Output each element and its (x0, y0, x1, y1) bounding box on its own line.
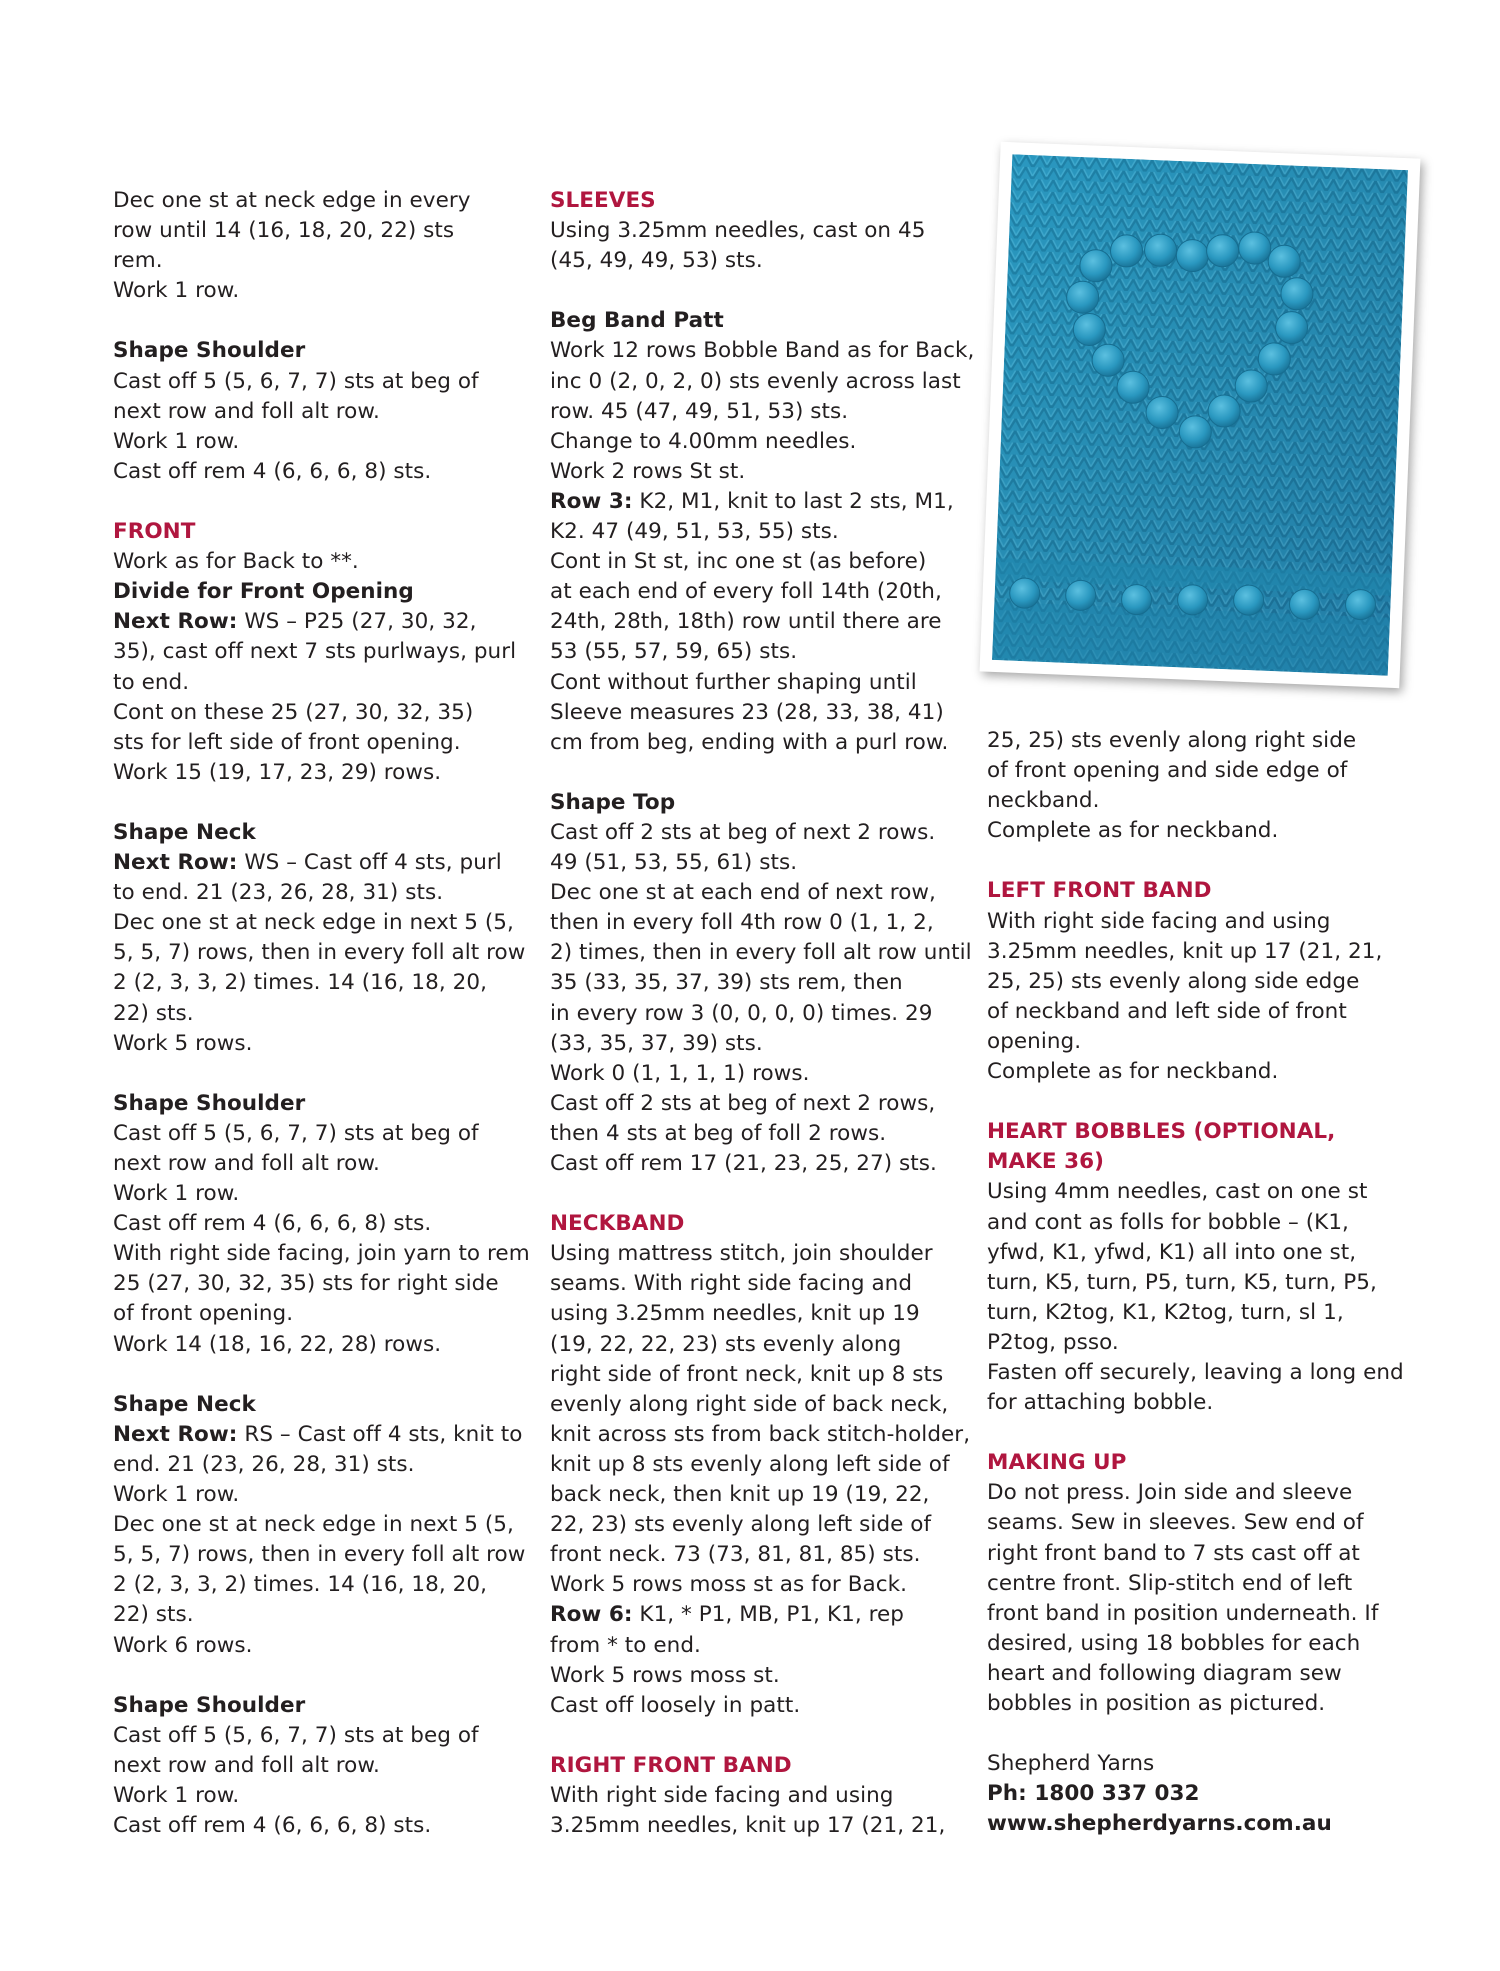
company-name: Shepherd Yarns (987, 1751, 1155, 1777)
shape-shoulder-block: Shape Shoulder Cast off 5 (5, 6, 7, 7) sts at beg of next row and foll alt row. Work 1 row. Cast off rem 4 (6, 6, 6, 8) sts. (113, 1691, 533, 1841)
column-left (113, 186, 533, 1841)
shape-neck-block: Shape Neck Next Row: RS – Cast off 4 sts, knit to end. 21 (23, 26, 28, 31) sts. Work 1 row. Dec one st at neck edge in next 5 (5, 5, 5, 7) rows, then in every foll alt row 2 (2, 3, 3, 2) times. 14 (16, 18, 20, 22) sts. Work 6 rows. (113, 1390, 533, 1661)
column-right (987, 726, 1404, 1839)
section-heading: MAKING UP (987, 1450, 1127, 1476)
shape-shoulder-block: Shape Shoulder Cast off 5 (5, 6, 7, 7) sts at beg of next row and foll alt row. Work 1 row. Cast off rem 4 (6, 6, 6, 8) sts. (113, 336, 533, 486)
section-heading-cont: MAKE 36) (987, 1149, 1105, 1175)
phone-number: Ph: 1800 337 032 (987, 1781, 1200, 1807)
subheading: Shape Neck (113, 1391, 256, 1417)
text-block: 25, 25) sts evenly along right side of front opening and side edge of neckband. Complete as for neckband. (987, 728, 1357, 844)
subheading: Shape Top (550, 789, 676, 815)
neckband-section: NECKBAND Using mattress stitch, join shoulder seams. With right side facing and using 3.25mm needles, knit up 19 (19, 22, 22, 23) sts evenly along right side of front neck, knit up 8 sts evenly along right side of back neck, knit across sts from back stitch-holder, knit up 8 sts evenly along left side of back neck, then knit up 19 (19, 22, 22, 23) sts evenly along left side of front neck. 73 (73, 81, 81, 85) sts. Work 5 rows moss st as for Back. Row 6: K1, * P1, MB, P1, K1, rep from * to end. Work 5 rows moss st. Cast off loosely in patt. (550, 1209, 978, 1721)
left-front-band-section: LEFT FRONT BAND With right side facing and using 3.25mm needles, knit up 17 (21, 21, 25, 25) sts evenly along side edge of neckband and left side of front opening. Complete as for neckband. (987, 876, 1397, 1087)
subheading: Shape Shoulder (113, 1090, 306, 1116)
subheading: Shape Neck (113, 819, 256, 845)
section-heading: NECKBAND (550, 1211, 685, 1237)
making-up-section: MAKING UP Do not press. Join side and sleeve seams. Sew in sleeves. Sew end of right front band to 7 sts cast off at centre front. Slip-stitch end of left front band in position underneath. If desired, using 18 bobbles for each heart and following diagram sew bobbles in position as pictured. (987, 1448, 1397, 1719)
shape-shoulder-block: Shape Shoulder Cast off 5 (5, 6, 7, 7) sts at beg of next row and foll alt row. Work 1 row. Cast off rem 4 (6, 6, 6, 8) sts. With right side facing, join yarn to rem 25 (27, 30, 32, 35) sts for right side of front opening. Work 14 (18, 16, 22, 28) rows. (113, 1089, 533, 1360)
swatch-photo (990, 150, 1410, 680)
heart-bobbles-section: HEART BOBBLES (OPTIONAL, MAKE 36) Using 4mm needles, cast on one st and cont as folls for bobble – (K1, yfwd, K1, yfwd, K1) all into one st, turn, K5, turn, P5, turn, K5, turn, P5, turn, K2tog, K1, K2tog, turn, sl 1, P2tog, psso. Fasten off securely, leaving a long end for attaching bobble. (987, 1119, 1404, 1416)
subheading: Divide for Front Opening (113, 579, 414, 605)
section-heading: FRONT (113, 519, 196, 545)
right-front-band-section: RIGHT FRONT BAND With right side facing and using 3.25mm needles, knit up 17 (21, 21, (550, 1751, 978, 1841)
column-middle (550, 186, 978, 1841)
front-section: FRONT Work as for Back to **. Divide for Front Opening Next Row: WS – P25 (27, 30, 32, 35), cast off next 7 sts purlways, purl to end. Cont on these 25 (27, 30, 32, 35) sts for left side of front opening. Work 15 (19, 17, 23, 29) rows. (113, 517, 533, 788)
shape-neck-block: Shape Neck Next Row: WS – Cast off 4 sts, purl to end. 21 (23, 26, 28, 31) sts. Dec one st at neck edge in next 5 (5, 5, 5, 7) rows, then in every foll alt row 2 (2, 3, 3, 2) times. 14 (16, 18, 20, 22) sts. Work 5 rows. (113, 818, 533, 1059)
text-block: Dec one st at neck edge in every row until 14 (16, 18, 20, 22) sts rem. Work 1 row. (113, 188, 471, 304)
contact-block (987, 1749, 1397, 1839)
section-heading: HEART BOBBLES (OPTIONAL, (987, 1119, 1336, 1145)
section-heading: SLEEVES (550, 188, 656, 213)
subheading: Shape Shoulder (113, 1692, 306, 1718)
subheading: Shape Shoulder (113, 338, 306, 364)
beg-band-patt-block: Beg Band Patt Work 12 rows Bobble Band as for Back, inc 0 (2, 0, 2, 0) sts evenly across last row. 45 (47, 49, 51, 53) sts. Change to 4.00mm needles. Work 2 rows St st. Row 3: K2, M1, knit to last 2 sts, M1, K2. 47 (49, 51, 53, 55) sts. Cont in St st, inc one st (as before) at each end of every foll 14th (20th, 24th, 28th, 18th) row until there are 53 (55, 57, 59, 65) sts. Cont without further shaping until Sleeve measures 23 (28, 33, 38, 41) cm from beg, ending with a purl row. (550, 306, 978, 757)
bobble-band (992, 558, 1392, 676)
shape-top-block: Shape Top Cast off 2 sts at beg of next 2 rows. 49 (51, 53, 55, 61) sts. Dec one st at each end of next row, then in every foll 4th row 0 (1, 1, 2, 2) times, then in every foll alt row until 35 (33, 35, 37, 39) sts rem, then in every row 3 (0, 0, 0, 0) times. 29 (33, 35, 37, 39) sts. Work 0 (1, 1, 1, 1) rows. Cast off 2 sts at beg of next 2 rows, then 4 sts at beg of foll 2 rows. Cast off rem 17 (21, 23, 25, 27) sts. (550, 788, 978, 1179)
photo-frame (980, 142, 1421, 688)
knitted-heart-image (992, 154, 1408, 675)
subheading: Beg Band Patt (550, 308, 724, 334)
sleeves-section: SLEEVES Using 3.25mm needles, cast on 45 (45, 49, 49, 53) sts. (550, 186, 978, 276)
section-heading: RIGHT FRONT BAND (550, 1752, 792, 1778)
website-link[interactable]: www.shepherdyarns.com.au (987, 1811, 1332, 1837)
section-heading: LEFT FRONT BAND (987, 878, 1212, 904)
